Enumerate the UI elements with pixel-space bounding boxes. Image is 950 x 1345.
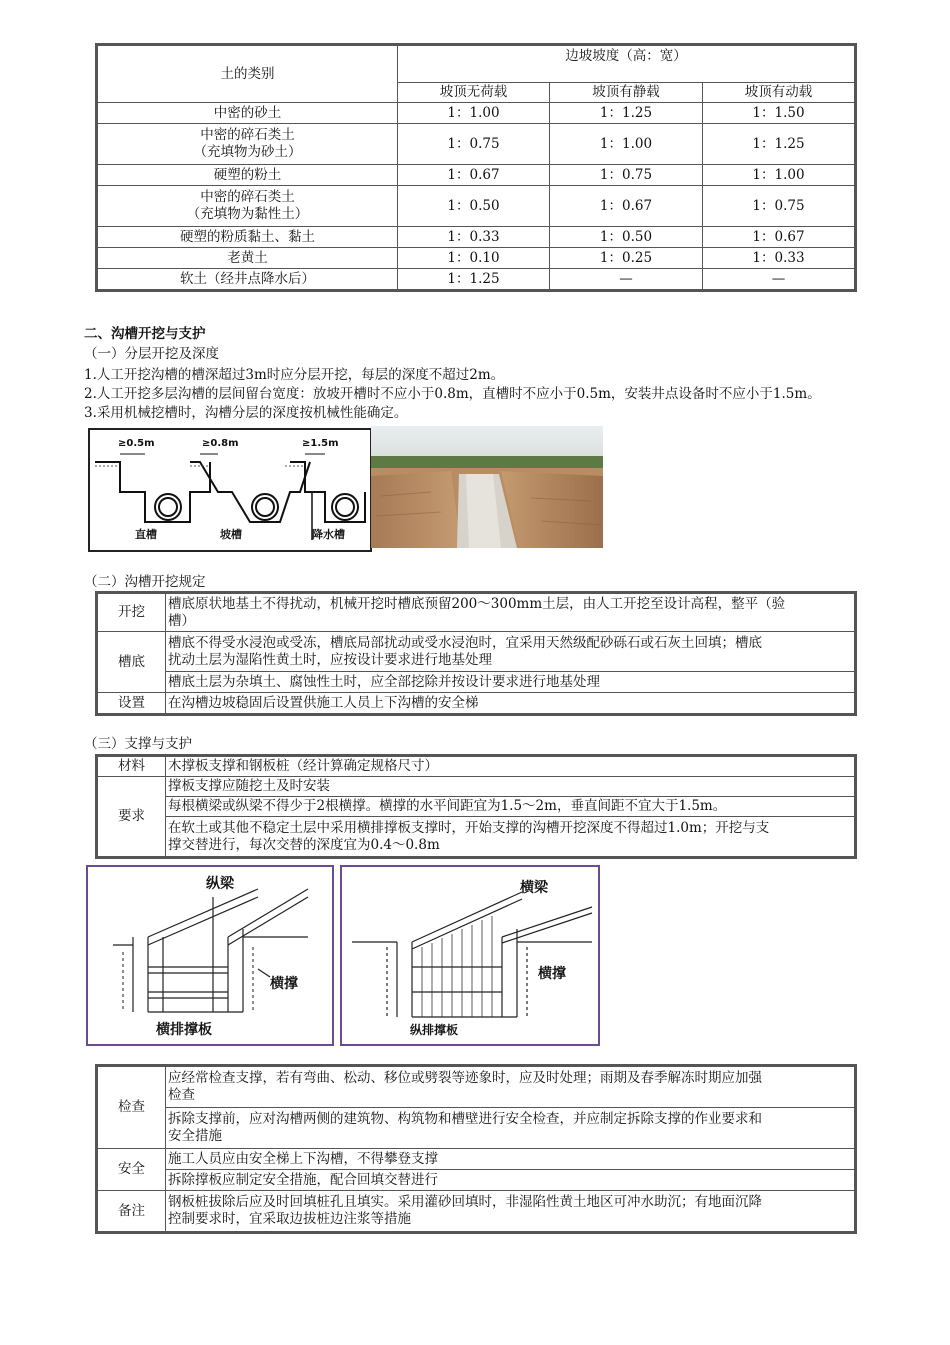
label-cross-beam: 横梁 — [520, 880, 548, 896]
horizontal-sheeting-figure — [86, 865, 334, 1046]
header-soil-type: 土的类别 — [98, 46, 398, 103]
header-slope-group: 边坡坡度（高：宽） — [398, 46, 855, 83]
table-row: 槽底 槽底不得受水浸泡或受冻，槽底局部扰动或受水浸泡时，宜采用天然级配砂砾石或石灰土回填；槽底 扰动土层为湿陷性黄土时，应按设计要求进行地基处理 — [98, 632, 855, 672]
table-row: 安全 施工人员应由安全梯上下沟槽，不得攀登支撑 — [98, 1149, 855, 1170]
table-row: 拆除撑板应制定安全措施，配合回填交替进行 — [98, 1170, 855, 1191]
slope-table — [97, 45, 855, 290]
subsection-title: （一）分层开挖及深度 — [84, 346, 219, 362]
label-longitudinal-beam: 纵梁 — [206, 876, 234, 892]
trench-diagram — [88, 428, 372, 552]
table-row: 检查 应经常检查支撑，若有弯曲、松动、移位或劈裂等迹象时，应及时处理；雨期及春季解冻时期应加强 检查 — [98, 1067, 855, 1108]
label-cross-brace: 横撑 — [538, 966, 566, 982]
checks-table — [97, 1066, 855, 1232]
label-cross-brace: 横撑 — [270, 976, 298, 992]
table-row: 硬塑的粉质黏土、黏土 1：0.33 1：0.50 1：0.67 — [98, 227, 855, 248]
table-row: 软土（经井点降水后） 1：1.25 — — — [98, 269, 855, 290]
rules-table — [97, 593, 855, 714]
rules-title: （二）沟槽开挖规定 — [84, 574, 206, 590]
label-vertical-sheeting: 纵排撑板 — [410, 1023, 459, 1037]
support-table — [97, 756, 855, 857]
rule-item-2: 2.人工开挖多层沟槽的层间留台宽度：放坡开槽时不应小于0.8m，直槽时不应小于0.5m，安装井点设备时不应小于1.5m。 — [84, 386, 821, 402]
subheader-no-load: 坡顶无荷载 — [398, 83, 550, 103]
trench-photo — [371, 426, 603, 548]
section-title: 二、沟槽开挖与支护 — [84, 326, 206, 342]
table-row: 拆除支撑前，应对沟槽两侧的建筑物、构筑物和槽壁进行安全检查，并应制定拆除支撑的作业要求和 安全措施 — [98, 1108, 855, 1149]
support-title: （三）支撑与支护 — [84, 736, 192, 752]
label-dewatering-trench: 降水槽 — [312, 528, 345, 541]
table-row: 在软土或其他不稳定土层中采用横排撑板支撑时，开始支撑的沟槽开挖深度不得超过1.0m；开挖与支 撑交替进行，每次交替的深度宜为0.4～0.8m — [98, 817, 855, 857]
table-row: 中密的碎石类土 （充填物为黏性土） 1：0.50 1：0.67 1：0.75 — [98, 186, 855, 227]
label-horizontal-sheeting: 横排撑板 — [156, 1022, 212, 1038]
table-row: 备注 钢板桩拔除后应及时回填桩孔且填实。采用灌砂回填时，非湿陷性黄土地区可冲水助沉；有地面沉降 控制要求时，宜采取边拔桩边注浆等措施 — [98, 1191, 855, 1232]
label-slope-trench: 坡槽 — [220, 528, 242, 541]
table-row: 设置 在沟槽边坡稳固后设置供施工人员上下沟槽的安全梯 — [98, 693, 855, 714]
label-straight-trench: 直槽 — [135, 528, 157, 541]
table-row: 槽底土层为杂填土、腐蚀性土时，应全部挖除并按设计要求进行地基处理 — [98, 672, 855, 693]
table-row: 硬塑的粉土 1：0.67 1：0.75 1：1.00 — [98, 165, 855, 186]
table-row: 开挖 槽底原状地基土不得扰动，机械开挖时槽底预留200～300mm土层，由人工开挖至设计高程，整平（验 槽） — [98, 594, 855, 632]
vertical-sheeting-figure — [340, 865, 600, 1046]
table-row: 中密的砂土 1：1.00 1：1.25 1：1.50 — [98, 103, 855, 124]
table-row: 每根横梁或纵梁不得少于2根横撑。横撑的水平间距宜为1.5～2m，垂直间距不宜大于1.5m。 — [98, 797, 855, 817]
table-row: 老黄土 1：0.10 1：0.25 1：0.33 — [98, 248, 855, 269]
rule-item-1: 1.人工开挖沟槽的槽深超过3m时应分层开挖，每层的深度不超过2m。 — [84, 367, 505, 383]
table-row: 要求 撑板支撑应随挖土及时安装 — [98, 777, 855, 797]
dim-label-straight: ≥0.5m — [118, 438, 155, 449]
dim-label-dewatering: ≥1.5m — [302, 438, 339, 449]
dim-label-slope: ≥0.8m — [202, 438, 239, 449]
table-row: 中密的碎石类土 （充填物为砂土） 1：0.75 1：1.00 1：1.25 — [98, 124, 855, 165]
rule-item-3: 3.采用机械挖槽时，沟槽分层的深度按机械性能确定。 — [84, 405, 408, 421]
subheader-static-load: 坡顶有静载 — [550, 83, 703, 103]
subheader-dynamic-load: 坡顶有动载 — [703, 83, 855, 103]
table-row: 材料 木撑板支撑和钢板桩（经计算确定规格尺寸） — [98, 757, 855, 777]
